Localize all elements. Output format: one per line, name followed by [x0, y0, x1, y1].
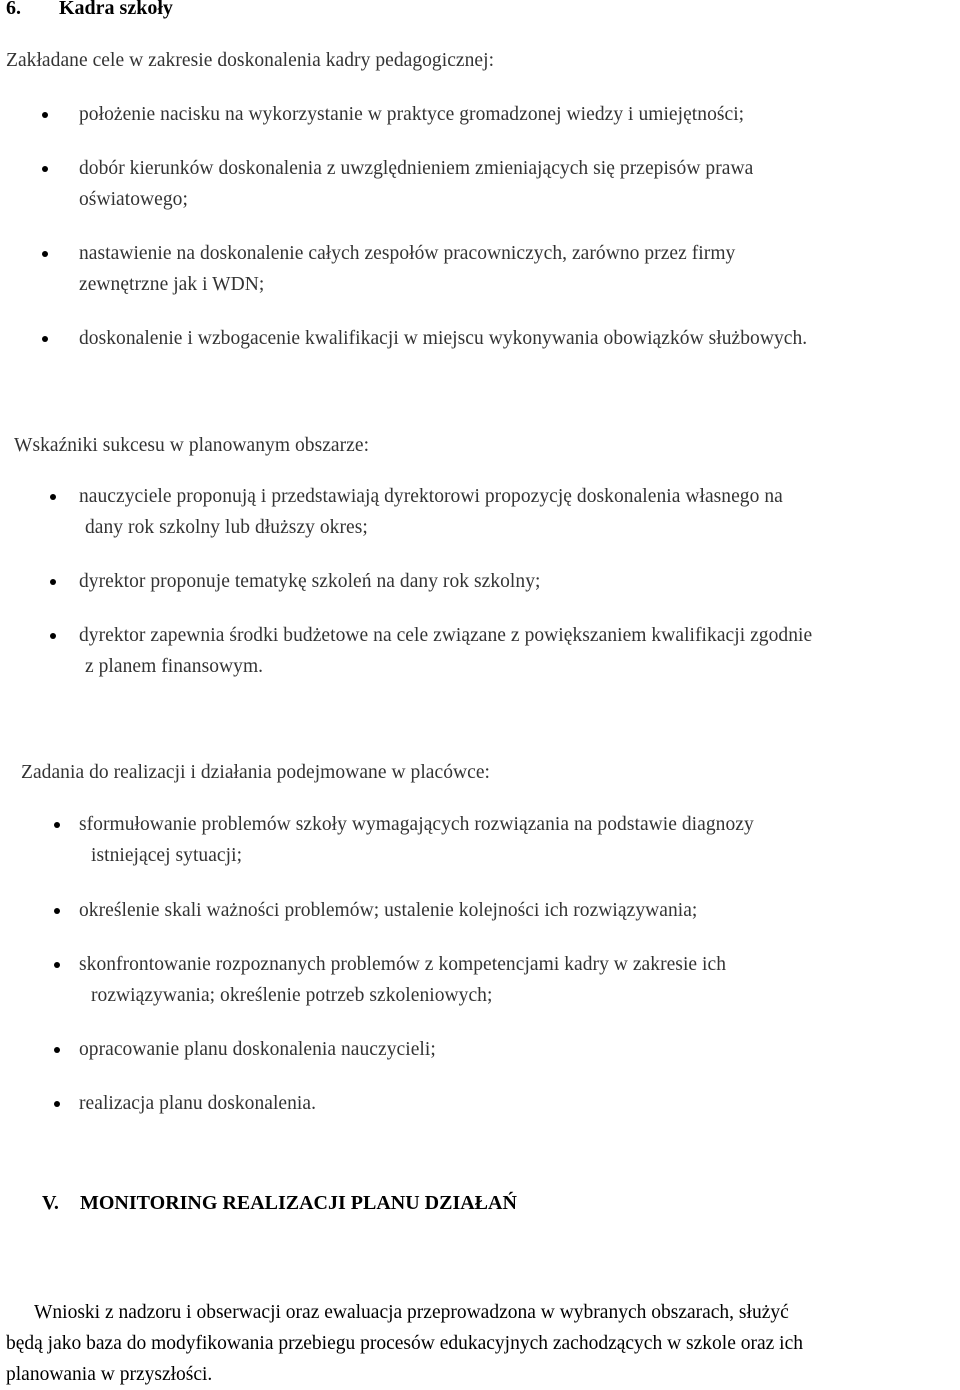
indicator-item: dyrektor proponuje tematykę szkoleń na dany rok szkolny; — [79, 571, 541, 592]
section-number: 6. — [6, 0, 21, 19]
indicator-item: nauczyciele proponują i przedstawiają dyrektorowi propozycję doskonalenia własnego na — [79, 486, 783, 507]
tasks-title: Zadania do realizacji i działania podejmowane w placówce: — [21, 762, 491, 783]
bullet-icon — [42, 336, 48, 342]
task-item: skonfrontowanie rozpoznanych problemów z kompetencjami kadry w zakresie ich — [79, 954, 727, 975]
indicator-item-continuation: dany rok szkolny lub dłuższy okres; — [85, 517, 368, 538]
monitoring-paragraph-line: planowania w przyszłości. — [6, 1364, 213, 1385]
indicator-item: dyrektor zapewnia środki budżetowe na cele związane z powiększaniem kwalifikacji zgodnie — [79, 625, 813, 646]
goal-item: doskonalenie i wzbogacenie kwalifikacji w miejscu wykonywania obowiązków służbowych. — [79, 328, 808, 349]
goal-item-continuation: zewnętrzne jak i WDN; — [79, 274, 265, 295]
section-title: Kadra szkoły — [59, 0, 173, 19]
bullet-icon — [50, 494, 56, 500]
indicator-item-continuation: z planem finansowym. — [85, 656, 264, 677]
goal-item: położenie nacisku na wykorzystanie w praktyce gromadzonej wiedzy i umiejętności; — [79, 104, 745, 125]
goal-item: dobór kierunków doskonalenia z uwzględnieniem zmieniających się przepisów prawa — [79, 158, 754, 179]
task-item: opracowanie planu doskonalenia nauczycieli; — [79, 1039, 436, 1060]
monitoring-paragraph-line: będą jako baza do modyfikowania przebiegu procesów edukacyjnych zachodzących w szkole oraz ich — [6, 1333, 803, 1354]
goal-item-continuation: oświatowego; — [79, 189, 188, 210]
bullet-icon — [42, 112, 48, 118]
task-item: realizacja planu doskonalenia. — [79, 1093, 317, 1114]
bullet-icon — [54, 822, 60, 828]
indicators-title: Wskaźniki sukcesu w planowanym obszarze: — [14, 435, 370, 456]
bullet-icon — [42, 251, 48, 257]
monitoring-paragraph-line: Wnioski z nadzoru i obserwacji oraz ewaluacja przeprowadzona w wybranych obszarach, służyć — [34, 1302, 789, 1323]
task-item-continuation: istniejącej sytuacji; — [91, 845, 243, 866]
bullet-icon — [42, 166, 48, 172]
bullet-icon — [54, 1101, 60, 1107]
task-item: sformułowanie problemów szkoły wymagających rozwiązania na podstawie diagnozy — [79, 814, 754, 835]
bullet-icon — [54, 962, 60, 968]
bullet-icon — [54, 1047, 60, 1053]
bullet-icon — [50, 579, 56, 585]
goals-intro: Zakładane cele w zakresie doskonalenia kadry pedagogicznej: — [6, 50, 495, 71]
task-item: określenie skali ważności problemów; ustalenie kolejności ich rozwiązywania; — [79, 900, 698, 921]
section-v-title: MONITORING REALIZACJI PLANU DZIAŁAŃ — [80, 1192, 517, 1214]
goal-item: nastawienie na doskonalenie całych zespołów pracowniczych, zarówno przez firmy — [79, 243, 736, 264]
bullet-icon — [54, 908, 60, 914]
task-item-continuation: rozwiązywania; określenie potrzeb szkoleniowych; — [91, 985, 493, 1006]
bullet-icon — [50, 633, 56, 639]
section-v-number: V. — [42, 1192, 59, 1214]
